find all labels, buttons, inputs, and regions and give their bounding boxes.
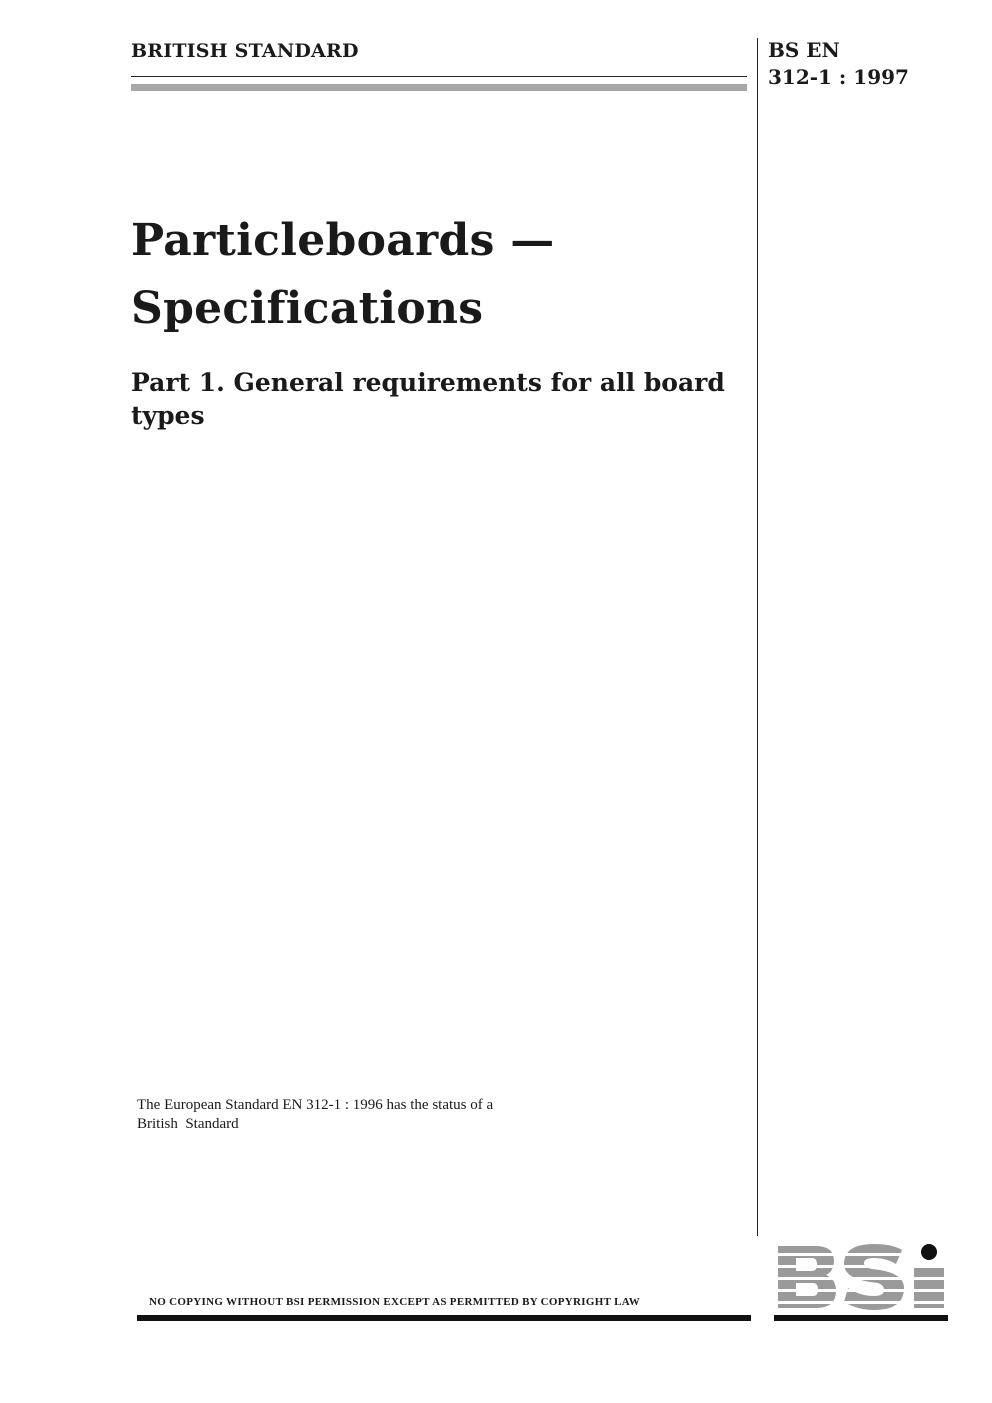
copyright-notice: NO COPYING WITHOUT BSI PERMISSION EXCEPT AS PERMITTED BY COPYRIGHT LAW xyxy=(149,1296,641,1308)
title-line2: Specifications xyxy=(131,283,484,334)
logo-underline-bar xyxy=(774,1315,948,1321)
status-note-line1: The European Standard EN 312-1 : 1996 has the status of a xyxy=(137,1097,494,1113)
standard-number-line2: 312-1 : 1997 xyxy=(768,65,909,89)
bsi-logo-icon xyxy=(774,1244,950,1310)
page-title xyxy=(131,207,555,343)
header-rule-thick xyxy=(131,84,747,91)
standard-number-line1: BS EN xyxy=(768,38,840,62)
header-rule-thin xyxy=(131,76,747,77)
footer-bar xyxy=(137,1315,751,1321)
standard-number xyxy=(768,37,909,91)
document-series-label: BRITISH STANDARD xyxy=(131,40,359,62)
status-note-line2: British Standard xyxy=(137,1116,239,1132)
page-subtitle: Part 1. General requirements for all board types xyxy=(131,368,725,430)
title-line1: Particleboards — xyxy=(131,215,555,266)
status-note xyxy=(137,1096,577,1134)
column-divider xyxy=(757,38,758,1236)
